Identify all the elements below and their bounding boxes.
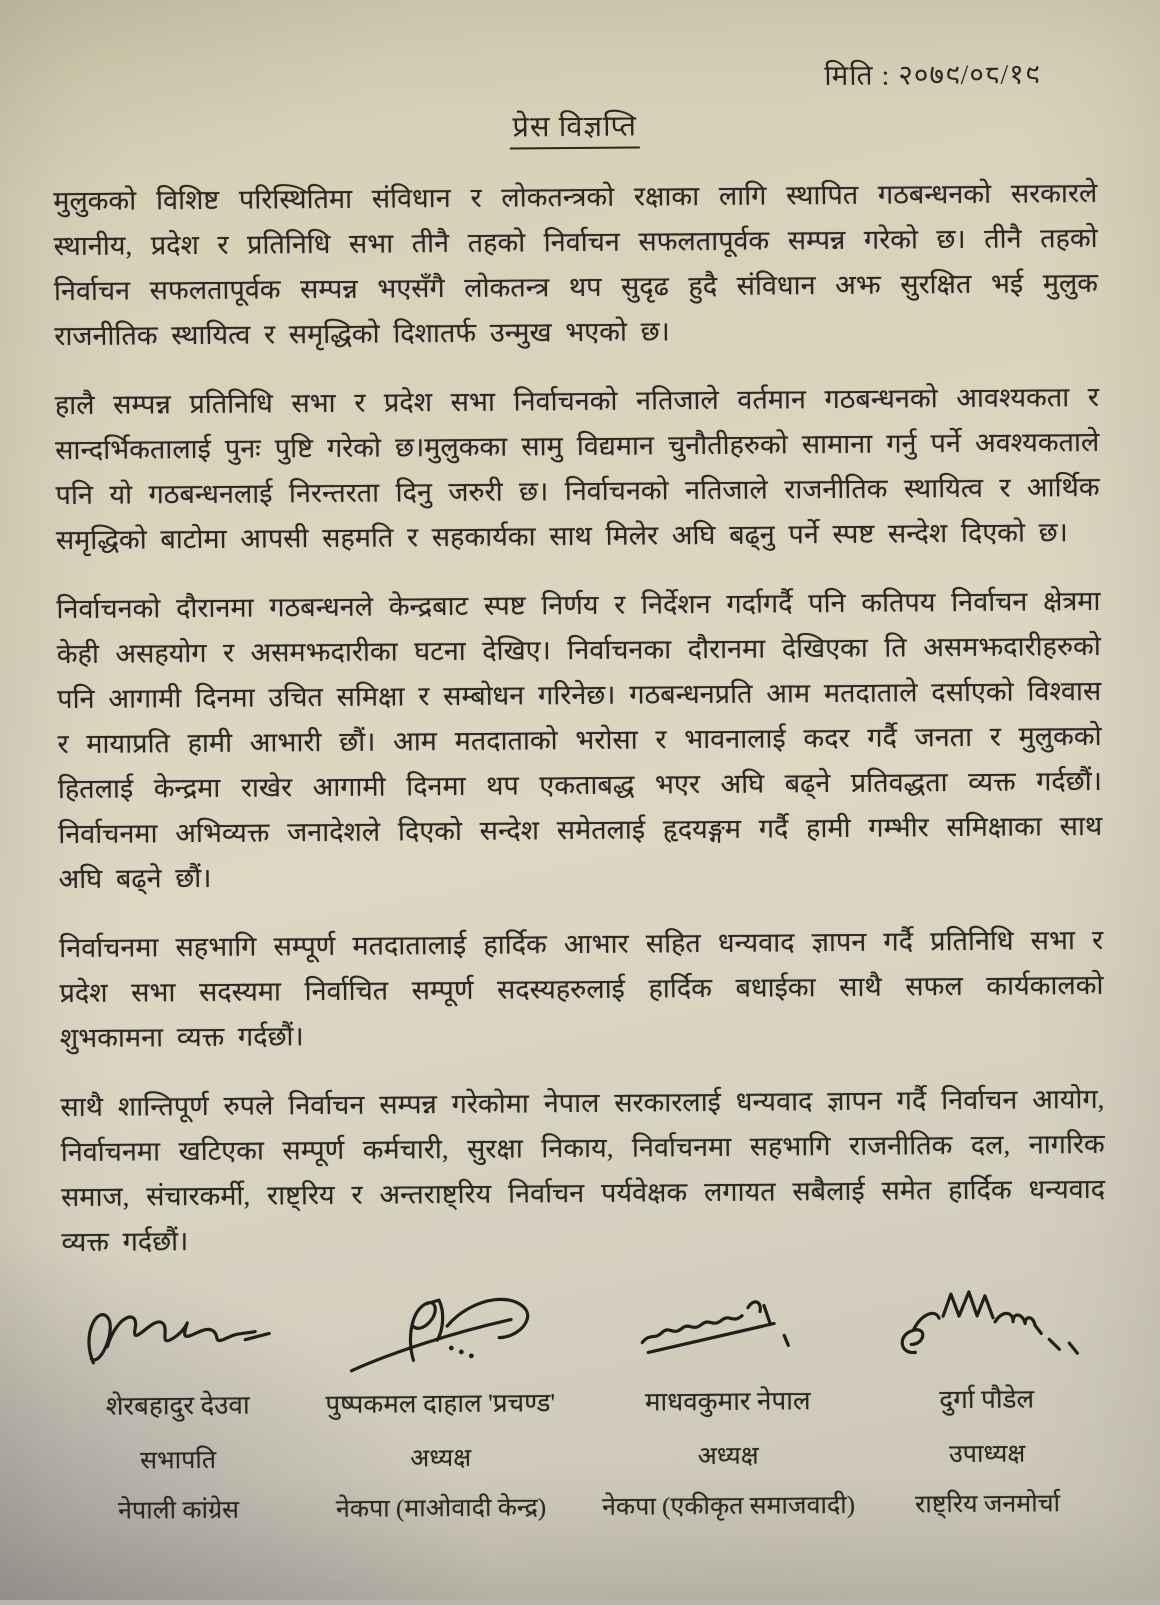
signature-row (62, 1281, 1108, 1527)
signatory-role: सभापति (140, 1446, 217, 1475)
signatory-party: नेपाली कांग्रेस (118, 1496, 240, 1525)
signatory-name: दुर्गा पौडेल (939, 1384, 1035, 1415)
signature-madhavkumar-nepal-icon (622, 1283, 833, 1381)
paragraph-2: हालै सम्पन्न प्रतिनिधि सभा र प्रदेश सभा निर्वाचनको नतिजाले वर्तमान गठबन्धनको आवश्यकता र सान्दर्भिकतालाई पुनः पुष्टि गरेको छ।मुलुकका सामु विद्यमान चुनौतीहरुको सामाना गर्नु पर्ने अवश्यकताले पनि यो गठबन्धनलाई निरन्तरता दिनु जरुरी छ। निर्वाचनको नतिजाले राजनीतिक स्थायित्व र आर्थिक समृद्धिको बाटोमा आपसी सहमति र सहकार्यका साथ मिलेर अघि बढ्नु पर्ने स्पष्ट सन्देश दिएको छ। (54, 381, 1100, 556)
signatory-block-madhav (587, 1283, 869, 1523)
paragraph-4: निर्वाचनमा सहभागि सम्पूर्ण मतदातालाई हार्दिक आभार सहित धन्यवाद ज्ञापन गर्दै प्रतिनिधि सभा र प्रदेश सभा सदस्यमा निर्वाचित सम्पूर्ण सदस्यहरुलाई हार्दिक बधाईका साथै सफल कार्यकालको शुभकामना व्यक्त गर्दछौं। (59, 924, 1104, 1054)
signatory-party: नेकपा (माओवादी केन्द्र) (335, 1494, 547, 1523)
signatory-role: उपाध्यक्ष (948, 1440, 1026, 1469)
signature-sherbahadur-deuba-icon (77, 1287, 278, 1385)
signatory-party: राष्ट्रिय जनमोर्चा (914, 1490, 1061, 1519)
signatory-party: नेकपा (एकीकृत समाजवादी) (602, 1491, 856, 1521)
signature-pushpakamal-dahal-icon (334, 1285, 545, 1383)
signatory-role: अध्यक्ष (697, 1442, 759, 1471)
signatory-name: शेरबहादुर देउवा (105, 1390, 250, 1421)
signatory-block-prachanda (292, 1285, 589, 1525)
page-title: प्रेस विज्ञप्ति (509, 106, 640, 150)
signatory-name: माधवकुमार नेपाल (644, 1386, 811, 1417)
title-wrap (53, 102, 1097, 153)
signatory-role: अध्यक्ष (410, 1444, 472, 1473)
paragraph-3: निर्वाचनको दौरानमा गठबन्धनले केन्द्रबाट स्पष्ट निर्णय र निर्देशन गर्दागर्दै पनि कतिपय निर्वाचन क्षेत्रमा केही असहयोग र असमझदारीका घटना देखिए। निर्वाचनका दौरानमा देखिएका ति असमझदारीहरुको पनि आगामी दिनमा उचित समिक्षा र सम्बोधन गरिनेछ। गठबन्धनप्रति आम मतदाताले दर्साएको विश्वास र मायाप्रति हामी आभारी छौं। आम मतदाताको भरोसा र भावनालाई कदर गर्दै जनता र मुलुकको हितलाई केन्द्रमा राखेर आगामी दिनमा थप एकताबद्ध भएर अघि बढ्ने प्रतिवद्धता व्यक्त गर्दछौं। निर्वाचनमा अभिव्यक्त जनादेशले दिएको सन्देश समेतलाई हृदयङ्गम गर्दै हामी गम्भीर समिक्षाका साथ अघि बढ्ने छौं। (56, 585, 1103, 895)
paragraph-5: साथै शान्तिपूर्ण रुपले निर्वाचन सम्पन्न गरेकोमा नेपाल सरकारलाई धन्यवाद ज्ञापन गर्दै निर्वाचन आयोग, निर्वाचनमा खटिएका सम्पूर्ण कर्मचारी, सुरक्षा निकाय, निर्वाचनमा सहभागि राजनीतिक दल, नागरिक समाज, संचारकर्मी, राष्ट्रिय र अन्तराष्ट्रिय निर्वाचन पर्यवेक्षक लगायत सबैलाई समेत हार्दिक धन्यवाद व्यक्त गर्दछौं। (60, 1083, 1106, 1258)
signatory-block-durga (867, 1281, 1107, 1521)
signatory-name: पुष्पकमल दाहाल 'प्रचण्ड' (325, 1388, 556, 1420)
signature-durga-paudel-icon (881, 1281, 1092, 1379)
signatory-block-deuba (62, 1287, 294, 1527)
date-line: मिति : २०७९/०८/१९ (824, 59, 1041, 93)
paragraph-1: मुलुकको विशिष्ट परिस्थितिमा संविधान र लोकतन्त्रको रक्षाका लागि स्थापित गठबन्धनको सरकारले स्थानीय, प्रदेश र प्रतिनिधि सभा तीनै तहको निर्वाचन सफलतापूर्वक सम्पन्न गरेको छ। तीनै तहको निर्वाचन सफलतापूर्वक सम्पन्न भएसँगै लोकतन्त्र थप सुदृढ हुदै संविधान अझ सुरक्षित भई मुलुक राजनीतिक स्थायित्व र समृद्धिको दिशातर्फ उन्मुख भएको छ। (53, 177, 1099, 352)
